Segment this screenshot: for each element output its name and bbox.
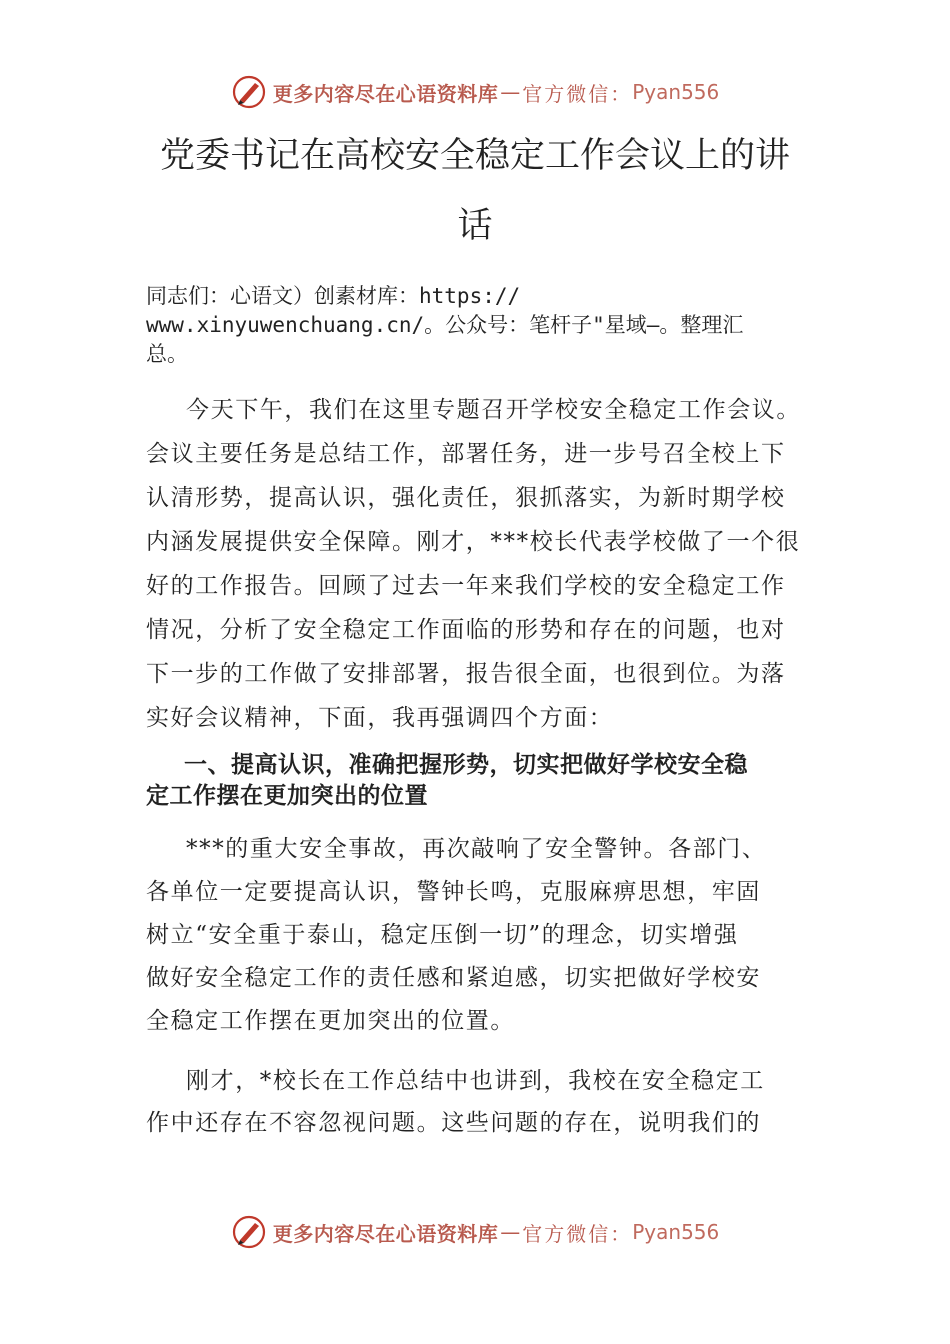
para1-line-1: 今天下午，我们在这里专题召开学校安全稳定工作会议。 [186,397,801,423]
para1-line-3: 认清形势，提高认识，强化责任，狠抓落实，为新时期学校 [146,485,786,511]
footer-banner [0,1212,950,1252]
banner-dash: — [500,80,521,104]
intro-line-3: 总。 [146,342,188,366]
banner-wechat-label: 官方微信： [522,81,633,106]
intro-line-2: www.xinyuwenchuang.cn/。公众号：笔杆子"星域—。整理汇 [146,313,744,337]
pen-logo-icon [231,74,267,110]
banner-brand-text: 更多内容尽在心语资料库 [272,1221,499,1246]
section-heading-1-line-2: 定工作摆在更加突出的位置 [146,783,428,809]
para1-line-5: 好的工作报告。回顾了过去一年来我们学校的安全稳定工作 [146,573,786,599]
para2-line-4: 做好安全稳定工作的责任感和紧迫感，切实把做好学校安 [146,965,761,991]
para1-line-6: 情况，分析了安全稳定工作面临的形势和存在的问题，也对 [146,617,786,643]
para1-line-4: 内涵发展提供安全保障。刚才，***校长代表学校做了一个很 [146,529,801,555]
para2-line-2: 各单位一定要提高认识，警钟长鸣，克服麻痹思想，牢固 [146,879,761,905]
pen-logo-icon [231,1214,267,1250]
banner-wechat-id: Pyan556 [632,80,720,104]
para3-line-2: 作中还存在不容忽视问题。这些问题的存在，说明我们的 [146,1110,761,1136]
para2-line-1: ***的重大安全事故，再次敲响了安全警钟。各部门、 [186,836,767,862]
banner-brand-text: 更多内容尽在心语资料库 [272,81,499,106]
section-heading-1-line-1: 一、提高认识，准确把握形势，切实把做好学校安全稳 [184,752,748,778]
para1-line-8: 实好会议精神，下面，我再强调四个方面： [146,705,614,731]
para2-line-3: 树立“安全重于泰山，稳定压倒一切”的理念，切实增强 [146,922,739,948]
banner-wechat-label: 官方微信： [522,1221,633,1246]
document-title-line-2: 话 [457,206,493,246]
document-title-line-1: 党委书记在高校安全稳定工作会议上的讲 [159,136,790,176]
para1-line-7: 下一步的工作做了安排部署，报告很全面，也很到位。为落 [146,661,786,687]
intro-line-1: 同志们：心语文）创素材库：https:// [146,284,521,308]
para1-line-2: 会议主要任务是总结工作，部署任务，进一步号召全校上下 [146,441,786,467]
para3-line-1: 刚才，*校长在工作总结中也讲到，我校在安全稳定工 [186,1068,765,1094]
banner-dash: — [500,1220,521,1244]
banner-wechat-id: Pyan556 [632,1220,720,1244]
header-banner [0,72,950,112]
para2-line-5: 全稳定工作摆在更加突出的位置。 [146,1008,515,1034]
